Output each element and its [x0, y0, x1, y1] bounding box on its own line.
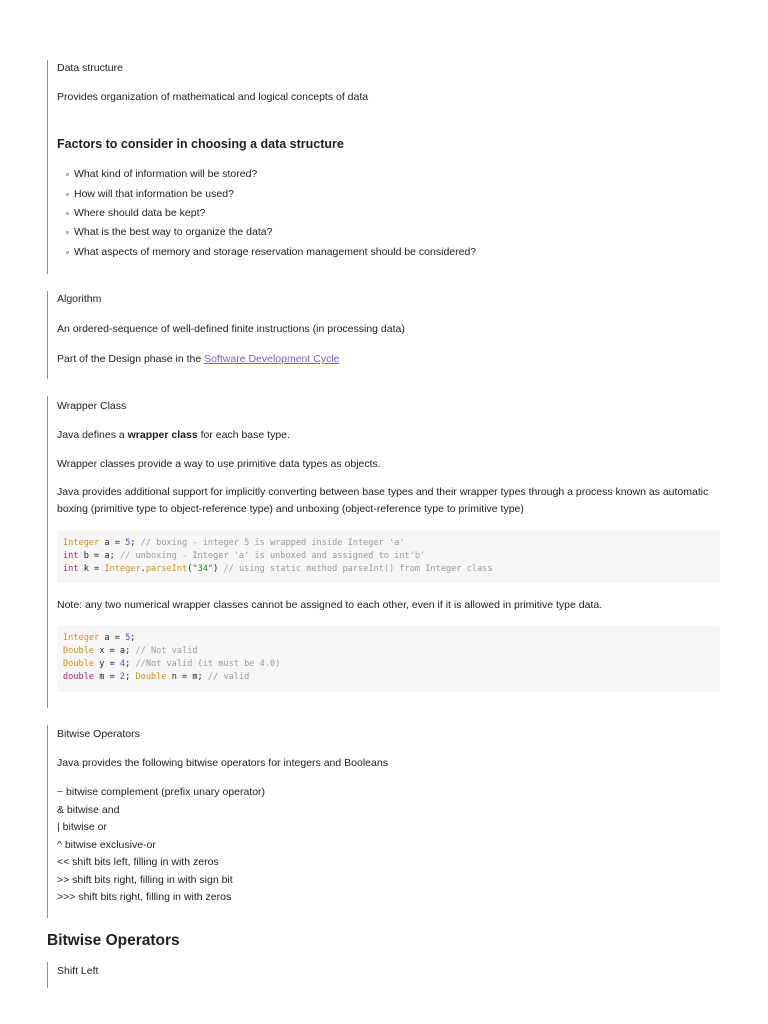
list-item: What aspects of memory and storage reservation management should be considered? [74, 246, 477, 258]
bitwise-operators-heading: Bitwise Operators [47, 932, 180, 949]
operator-line: << shift bits left, filling in with zeros [57, 856, 219, 868]
wrapper-note: Note: any two numerical wrapper classes cannot be assigned to each other, even if it is allowed in primitive type data. [57, 599, 603, 611]
wrapper-class-section [47, 396, 728, 708]
shift-left-section [47, 962, 728, 988]
wrapper-class-term: wrapper class [127, 429, 198, 441]
wrapper-description: Wrapper classes provide a way to use primitive data types as objects. [57, 458, 381, 470]
list-item: Where should data be kept? [74, 207, 206, 219]
section-description: Provides organization of mathematical and logical concepts of data [57, 91, 369, 103]
bitwise-intro: Java provides the following bitwise operators for integers and Booleans [57, 757, 388, 769]
wrapper-intro [57, 429, 290, 442]
operator-line: >>> shift bits right, filling in with zeros [57, 891, 232, 903]
boxing-paragraph: Java provides additional support for implicitly converting between base types and their wrapper types through a process known as automatic boxing (primitive type to object-reference type) and unboxing (object-reference type to primitive type) [57, 486, 709, 515]
list-item: What is the best way to organize the data? [74, 226, 273, 238]
software-development-cycle-link[interactable]: Software Development Cycle [204, 353, 340, 365]
operator-line: >> shift bits right, filling in with sign bit [57, 874, 233, 886]
operator-line: ^ bitwise exclusive-or [57, 839, 156, 851]
section-description: An ordered-sequence of well-defined finite instructions (in processing data) [57, 323, 405, 335]
list-item: How will that information be used? [74, 188, 234, 200]
wrapper-intro-before: Java defines a [57, 429, 128, 441]
design-phase-text [57, 353, 340, 366]
section-title: Bitwise Operators [57, 728, 140, 740]
design-prefix: Part of the Design phase in the [57, 353, 205, 365]
section-title: Data structure [57, 62, 123, 74]
code-block-assignment: Integer a = 5; Double x = a; // Not valid Double y = 4; //Not valid (it must be 4.0) double m = 2; Double n = m; // valid [57, 626, 720, 692]
section-title: Wrapper Class [57, 400, 127, 412]
section-title: Shift Left [57, 965, 99, 977]
section-title: Algorithm [57, 293, 102, 305]
operator-line: & bitwise and [57, 804, 120, 816]
factors-heading: Factors to consider in choosing a data structure [57, 137, 344, 151]
operator-line: ~ bitwise complement (prefix unary operator) [57, 786, 266, 798]
bitwise-operators-section [47, 725, 728, 918]
data-structure-section [47, 60, 728, 274]
operator-line: | bitwise or [57, 821, 107, 833]
wrapper-intro-after: for each base type. [197, 429, 290, 441]
list-item: What kind of information will be stored? [74, 168, 258, 180]
algorithm-section [47, 291, 728, 379]
code-block-boxing: Integer a = 5; // boxing - integer 5 is wrapped inside Integer 'a' int b = a; // unboxing - Integer 'a' is unboxed and assigned to int'b' int k = Integer.parseInt("34") // using static method parseInt() from Integer class [57, 531, 720, 583]
